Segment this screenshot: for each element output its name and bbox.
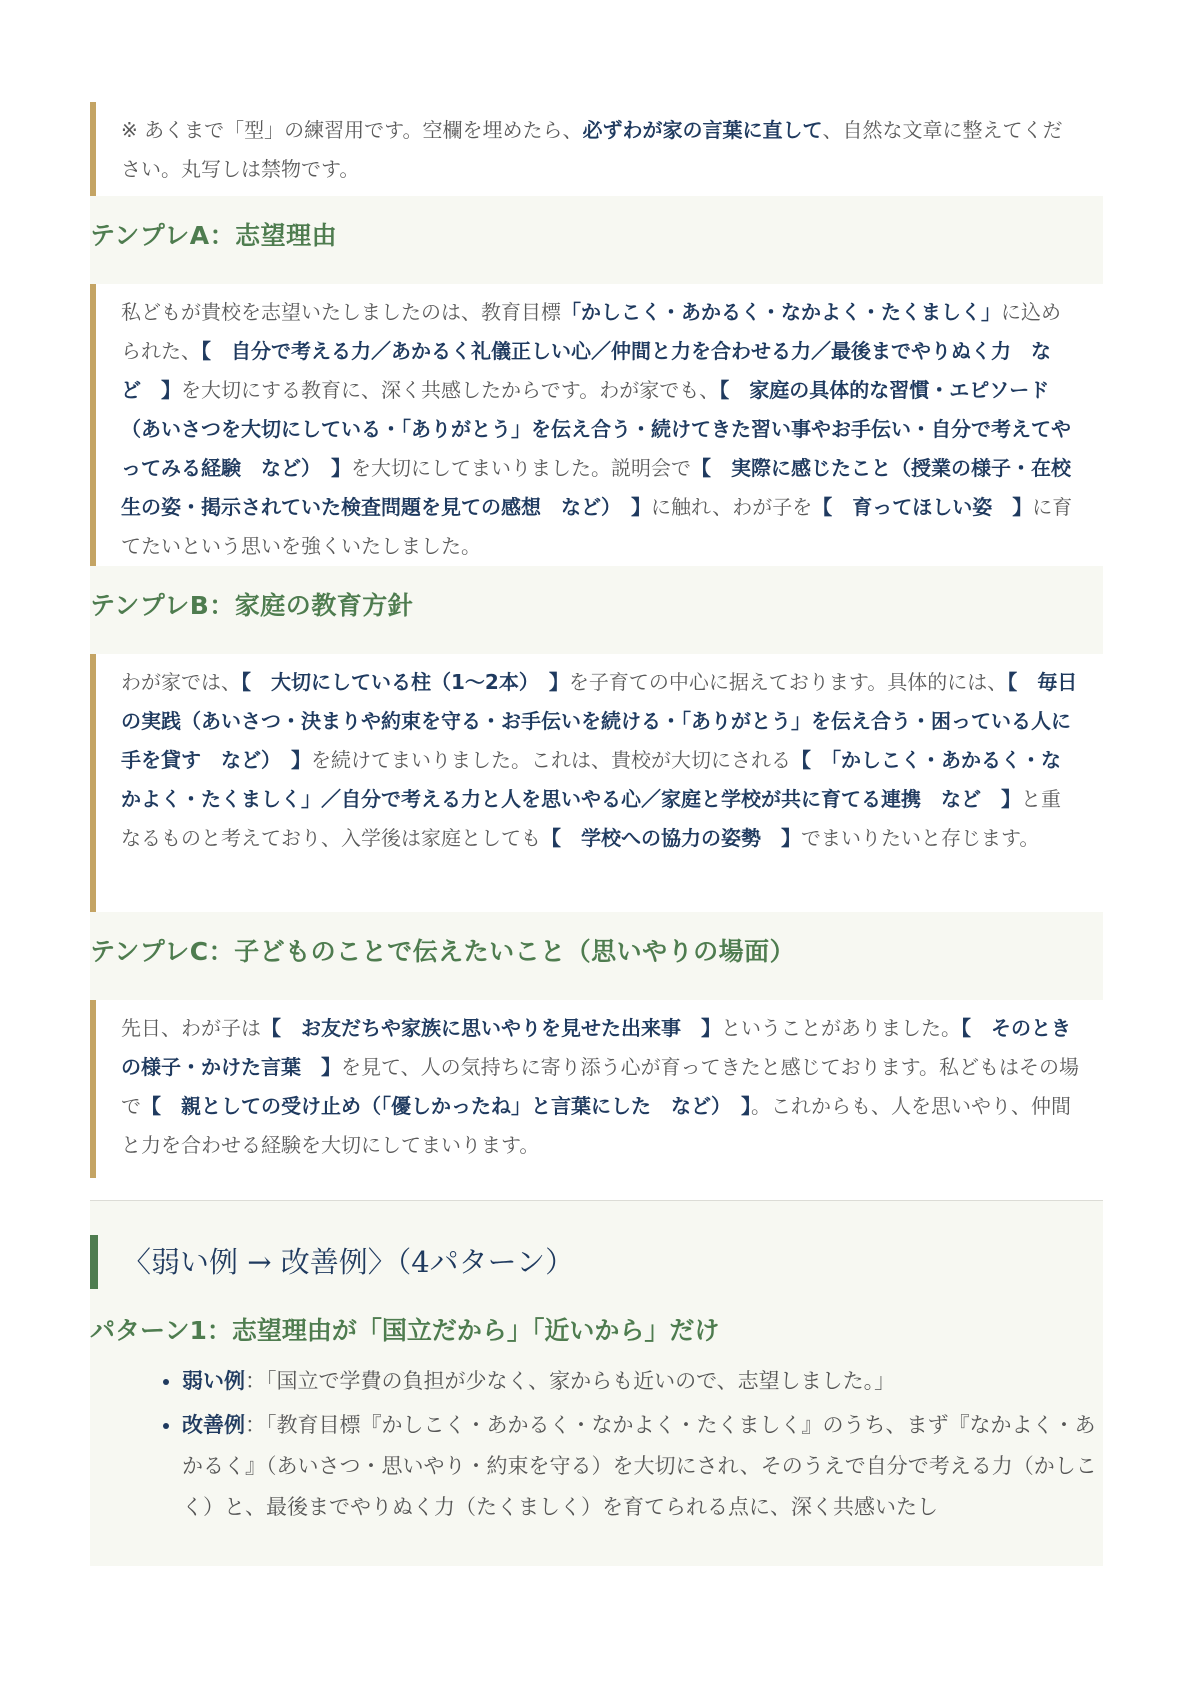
template-a-blockquote xyxy=(90,284,1103,566)
template-b-blank: 【 毎日の実践（あいさつ・決まりや約束を守る・お手伝いを続ける・「ありがとう」を伝え合う・困っている人に手を貸す など） 】 xyxy=(121,670,1078,772)
template-b-heading: テンプレB：家庭の教育方針 xyxy=(90,591,414,620)
section-heading-bar xyxy=(90,1235,98,1289)
template-c-heading-band xyxy=(90,912,1103,1000)
template-a-text: に込められた、 xyxy=(121,300,1061,363)
template-a-blank: 「かしこく・あかるく・なかよく・たくましく」 xyxy=(561,300,1001,324)
template-a-text: に触れ、わが子を xyxy=(651,495,813,519)
pattern1-list xyxy=(90,1361,1103,1528)
template-a-blank: 【 実際に感じたこと（授業の様子・在校生の姿・掲示されていた検査問題を見ての感想 など） 】 xyxy=(121,456,1071,519)
template-c-text: 先日、わが子は xyxy=(121,1016,261,1040)
improved-example-text: ：「教育目標『かしこく・あかるく・なかよく・たくましく』のうち、まず『なかよく・あかるく』（あいさつ・思いやり・約束を守る）を大切にされ、そのうえで自分で考える力（かしこく）と、最後までやりぬく力（たくましく）を育てられる点に、深く共感いたし xyxy=(182,1413,1097,1519)
template-b-blank: 【 大切にしている柱（1〜2本） 】 xyxy=(241,670,569,694)
weak-example-item xyxy=(182,1361,1103,1402)
template-c-blank: 【 そのときの様子・かけた言葉 】 xyxy=(121,1016,1071,1079)
template-c-text: ということがありました。 xyxy=(721,1016,961,1040)
template-a-heading: テンプレA：志望理由 xyxy=(90,221,338,250)
template-b-blockquote xyxy=(90,654,1103,912)
template-b-text: を続けてまいりました。これは、貴校が大切にされる xyxy=(311,748,791,772)
note-blockquote xyxy=(90,102,1103,196)
template-b-text: と重なるものと考えており、入学後は家庭としても xyxy=(121,787,1061,850)
template-a-blank: 【 自分で考える力／あかるく礼儀正しい心／仲間と力を合わせる力／最後までやりぬく力 など 】 xyxy=(121,339,1051,402)
template-a-text: 私どもが貴校を志望いたしましたのは、教育目標 xyxy=(121,300,561,324)
template-b-text: わが家では、 xyxy=(121,670,241,694)
template-a-heading-band xyxy=(90,196,1103,284)
template-c-text: を見て、人の気持ちに寄り添う心が育ってきたと感じております。私どもはその場で xyxy=(121,1055,1079,1118)
weak-example-text: ：「国立で学費の負担が少なく、家からも近いので、志望しました。」 xyxy=(245,1369,896,1393)
template-c-blank: 【 お友だちや家族に思いやりを見せた出来事 】 xyxy=(261,1016,721,1040)
document-content xyxy=(90,102,1103,1566)
template-a-blank: 【 育ってほしい姿 】 xyxy=(812,495,1033,519)
note-emphasis: 必ずわが家の言葉に直して xyxy=(582,118,823,142)
template-a-text: に育てたいという思いを強くいたしました。 xyxy=(121,495,1073,558)
template-c-blockquote xyxy=(90,1000,1103,1178)
section-heading: 〈弱い例 → 改善例〉（4パターン） xyxy=(122,1245,575,1279)
pattern1-heading: パターン1：志望理由が「国立だから」「近いから」だけ xyxy=(90,1316,720,1345)
template-a-text: を大切にしてまいりました。説明会で xyxy=(351,456,691,480)
template-b-blank: 【 学校への協力の姿勢 】 xyxy=(541,826,801,850)
template-a-blank: 【 家庭の具体的な習慣・エピソード（あいさつを大切にしている・「ありがとう」を伝え合う・続けてきた習い事やお手伝い・自分で考えてやってみる経験 など） 】 xyxy=(121,378,1071,480)
note-text-suffix: 、自然な文章に整えてください。丸写しは禁物です。 xyxy=(121,118,1063,181)
template-b-text: でまいりたいと存じます。 xyxy=(801,826,1040,850)
section-heading-wrap xyxy=(90,1235,1103,1289)
template-a-text: を大切にする教育に、深く共感したからです。わが家でも、 xyxy=(181,378,720,402)
template-b-heading-band xyxy=(90,566,1103,654)
template-b-blank: 【 「かしこく・あかるく・なかよく・たくましく」／自分で考える力と人を思いやる心／家庭と学校が共に育てる連携 など 】 xyxy=(121,748,1061,811)
improved-example-item xyxy=(182,1405,1103,1528)
examples-section xyxy=(90,1201,1103,1566)
weak-example-label: 弱い例 xyxy=(182,1369,245,1393)
template-c-text: 。これからも、人を思いやり、仲間と力を合わせる経験を大切にしてまいります。 xyxy=(121,1094,1071,1157)
template-c-blank: 【 親としての受け止め（「優しかったね」と言葉にした など） 】 xyxy=(141,1094,751,1118)
template-b-text: を子育ての中心に据えております。具体的には、 xyxy=(568,670,1008,694)
improved-example-label: 改善例 xyxy=(182,1413,245,1437)
note-text-prefix: ※ あくまで「型」の練習用です。空欄を埋めたら、 xyxy=(121,118,583,142)
template-c-heading: テンプレC：子どものことで伝えたいこと（思いやりの場面） xyxy=(90,937,796,966)
